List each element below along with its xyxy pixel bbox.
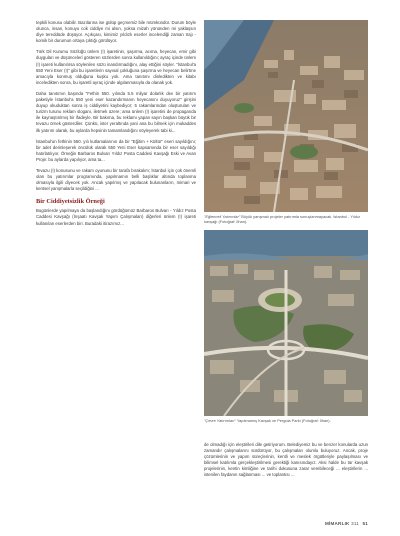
city-aerial-image — [204, 20, 368, 212]
paragraph: Daha tanıtımın başında "Fethin 550. yılında 5.5 milyar dolarlık dev bir yatırım paketiyle İstanbul'a 550 yeni eser kazandırmanın heyecanını duyuyoruz" girişini duyup okuduktan sonra iş ciddiyetini kaybediyor; 5 rakamlarından oluşturulan ve turizm turunu reklam sloganı, iletmek üzere; ama ünlem (!) işaretini de propaganda ile kaynaştırılmış bir ifadeyle. Bir bakıma, bu reklamı yapan sayın başkan büyük bir tevazu örnek gösterdiler. Çünkü, ister yeraltında yani ana bu bilmek için mukaddes ilk yatırım olarak, bu aylarda hepsinin tamamlandığını söyleyerek tabi ki... — [36, 90, 196, 133]
right-text-block — [204, 442, 368, 522]
caption-text: Yapılmamış Kavşak ve Pergola Parkı (Fotoğraf: İlhan). — [236, 418, 331, 424]
page-number: 51 — [362, 521, 368, 526]
aerial-photo-2 — [204, 230, 368, 429]
right-column — [204, 20, 368, 520]
aerial-photo-1 — [204, 20, 368, 230]
page-footer — [325, 521, 368, 526]
paragraph: İstanbul'un fethinin 550. yılı kutlamalarının da bir "Eğitim + Kültür" eseri sayıldığını; bir adet derinleşerek öncülük olarak 550 Yeni Eser kapsamında bir eser sayıldığı hatırlatılıyor. Örneğin Barbaros Bulvarı Yıldız Posta Caddesi Kavşağı Eski ve Avan Proje: bu aylarda yapılıyor, ama ta... — [36, 138, 196, 162]
photo-caption — [204, 418, 368, 423]
left-text-column — [36, 20, 196, 520]
paragraph: Türk Dil Kurumu Sözlüğü ünlem (!) işaretinin, şaşırma, acıma, heyecan, emir gibi duyguları ve düşünceleri gösteren sözlerden sonra kullanıldığını; ayraç içinde ünlem (!) işareti kullanılırsa söylenilen sözü inandırmadığını, alay ettiğini söyler. "İstanbul'a 550 Yeni Eser (!)" gibi bu işaretlerin sayısal çokluğuna şaşırma ve heyecan belirtme amacıyla konmuş olduğuna kuşku yok. Ama tanıtımı dinledikten ve kitabı inceledikten sonra, bu işaretli ayraç içinde algılanmasıyla da olanak yok. — [36, 49, 196, 85]
magazine-name: MİMARLIK — [325, 521, 350, 526]
caption-label: "Çevre Yatırımları" — [204, 418, 236, 424]
paragraph: tepkili konusu olabilir. Bazılarına ise gülüp geçmemiz bile mümkündür. Durum böyle olunca, insan, konuyu cok ciddiye mi alsın, yoksa mizah yönünden mi yaklaşsın diye tereddüde düşüyor. Açıkçası, kimimiz yıldızlı eserler incelendiği zaman trajı - komik bir durumun ortaya çıktığı görülüyor. — [36, 20, 196, 44]
paragraph: de olmadığı için eleştirileri dile getiriyorum. Belediyemiz bu ve benzer konularda uzun zamandır çalışmalarını sürdürüyor, bu çalışmaları olumlu buluyoruz. Ancak, proje çözümlerinin ve yapım süreçlerinin, kentli ve meslek örgütleriyle paylaşılması ve bilimsel katılımla gerçekleştirilmesi gerektiği kanısındayız. Aksi halde bu tür kavşak projelerinin, kentin kimliğine ve tarihi dokusuna zarar verebileceği ... eleştirilerin ... istenilen faydanın sağlanması ... ve toplantısı ... — [204, 442, 368, 478]
caption-label: "Eğlenceli Yatırımlar" — [204, 214, 241, 219]
interchange-aerial-image — [204, 230, 368, 416]
section-heading: Bir Ciddiyetsizlik Örneği — [36, 198, 105, 206]
caption-text: Büyük yarışmalı projeler yatırımla sonuçlanmayacak. İstanbul - Yıldız kavşağı (Fotoğraf: İlhan). — [204, 214, 361, 225]
paragraph: Tevazu (!) konusunu ve rakam oyununu bir tarafa bırakalım; İstanbul için çok önemli olan bu yatırımlar programında, yapılmamın belli başlıklar altında toplanma olmasıyla ilgili diyecek yok. Ancak yapılmış ve yapılacak bulunanların, mimari ve kentsel yarışmalarla seçildiğini ... — [36, 167, 196, 192]
paragraph: Bugünlerde yapılmaya da başlandığını gördüğümüz Barbaros Bulvarı - Yıldız Posta Caddesi Kavşağı (İnşaatı Kavşak Yapım Çalışmaları) diğerleri ünlem (!) işareti kullanılan eserlerden biri. Buradaki itirazımız... — [36, 208, 196, 226]
photo-caption — [204, 214, 368, 224]
issue-number: 311 — [351, 521, 359, 526]
